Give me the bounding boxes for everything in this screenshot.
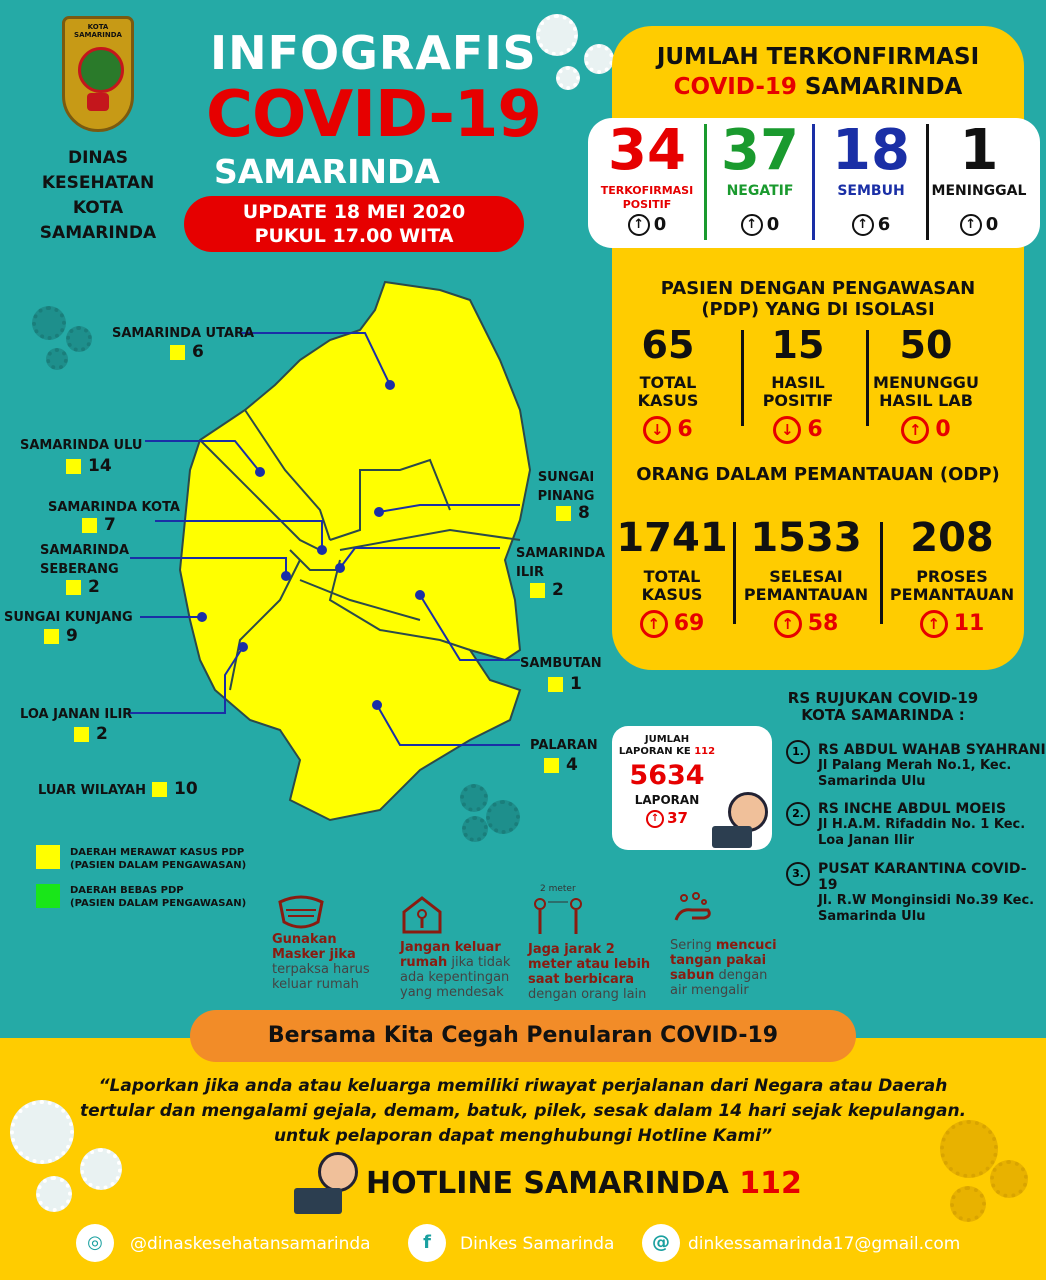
reports-value: 5634	[629, 760, 705, 791]
district-swatch	[530, 583, 545, 598]
up-arrow-icon: ↑	[852, 214, 874, 236]
distance-icon	[528, 896, 588, 936]
stat-change: ↑ 6	[816, 214, 926, 236]
up-arrow-icon: ↑	[628, 214, 650, 236]
agency-name: DINAS KESEHATAN KOTA SAMARINDA	[39, 148, 157, 243]
facebook-page[interactable]: Dinkes Samarinda	[460, 1234, 615, 1254]
stat-value: 65	[641, 323, 695, 367]
district-label: LUAR WILAYAH	[38, 783, 146, 798]
up-arrow-icon: ↑	[646, 810, 664, 828]
stat-change: ↑ 69	[604, 610, 740, 638]
stat-label: SEMBUH	[837, 183, 905, 199]
district-count: 2	[96, 724, 108, 744]
stat-label: HASIL POSITIF	[762, 373, 834, 410]
slogan-banner: Bersama Kita Cegah Penularan COVID-19	[190, 1010, 856, 1062]
district-count: 9	[66, 626, 78, 646]
confirmed-subheading: COVID-19 SAMARINDA	[673, 74, 963, 100]
stat-label: NEGATIF	[726, 183, 794, 199]
tip-mask: Gunakan Masker jika terpaksa harus keluar rumah	[272, 932, 370, 992]
district-count: 6	[192, 342, 204, 362]
mask-icon	[276, 892, 326, 932]
district-swatch	[544, 758, 559, 773]
confirmed-heading: JUMLAH TERKONFIRMASI	[656, 44, 980, 70]
virus-icon	[36, 1176, 72, 1212]
district-label: SAMARINDA ILIR	[516, 546, 606, 580]
tip-handwash: Sering mencuci tangan pakai sabun dengan air mengalir	[670, 938, 777, 998]
up-arrow-icon: ↑	[774, 610, 802, 638]
district-swatch	[66, 580, 81, 595]
district-label: SUNGAI KUNJANG	[4, 610, 133, 625]
confirmed-stat	[930, 118, 1028, 248]
confirmed-stat	[708, 118, 812, 248]
stat-change: ↑ 58	[738, 610, 874, 638]
stat-change: ↑ 0	[930, 214, 1028, 236]
district-label: SAMBUTAN	[520, 656, 602, 671]
stat-label: TOTAL KASUS	[641, 567, 703, 604]
stat-column	[604, 514, 740, 638]
up-arrow-icon: ↑	[901, 416, 929, 444]
district-swatch	[170, 345, 185, 360]
stat-change: ↓ 6	[738, 416, 858, 444]
stat-change: ↓ 6	[608, 416, 728, 444]
stat-label: SELESAI PEMANTAUAN	[743, 567, 869, 604]
stat-value: 50	[899, 323, 953, 367]
stat-label: TERKOFIRMASI POSITIF	[600, 184, 694, 211]
facebook-icon: f	[408, 1224, 446, 1262]
tip-distance: Jaga jarak 2 meter atau lebih saat berbicara dengan orang lain	[528, 942, 651, 1002]
district-label: PALARAN	[530, 738, 598, 753]
virus-icon	[990, 1160, 1028, 1198]
district-swatch	[44, 629, 59, 644]
odp-heading: ORANG DALAM PEMANTAUAN (ODP)	[636, 464, 1000, 485]
district-swatch	[82, 518, 97, 533]
hospital-3: PUSAT KARANTINA COVID-19 Jl. R.W Monginsidi No.39 Kec. Samarinda Ulu	[818, 861, 1035, 924]
stat-value: 18	[832, 118, 910, 183]
pdp-heading: PASIEN DENGAN PENGAWASAN (PDP) YANG DI ISOLASI	[660, 278, 976, 320]
up-arrow-icon: ↑	[920, 610, 948, 638]
district-count: 2	[552, 580, 564, 600]
stat-value: 37	[721, 118, 799, 183]
title-samarinda: SAMARINDA	[214, 152, 440, 191]
confirmed-stat	[590, 118, 704, 248]
hospital-number: 1.	[786, 740, 810, 764]
email-address[interactable]: dinkessamarinda17@gmail.com	[688, 1234, 961, 1254]
handwash-icon	[670, 890, 714, 934]
logo-emblem: KOTA SAMARINDA	[62, 16, 134, 132]
title-covid: COVID-19	[206, 78, 541, 152]
confirmed-stat	[816, 118, 926, 248]
title-infografis: INFOGRAFIS	[210, 26, 537, 80]
up-arrow-icon: ↑	[741, 214, 763, 236]
district-count: 2	[88, 577, 100, 597]
stat-value: 15	[771, 323, 825, 367]
update-banner: UPDATE 18 MEI 2020 PUKUL 17.00 WITA	[184, 196, 524, 252]
instagram-handle[interactable]: @dinaskesehatansamarinda	[130, 1234, 371, 1254]
district-swatch	[74, 727, 89, 742]
reports-box: JUMLAH LAPORAN KE 112 5634 LAPORAN ↑ 37	[612, 726, 772, 850]
stat-column	[608, 322, 728, 444]
stat-label: TOTAL KASUS	[637, 373, 699, 410]
tip-stay-home: Jangan keluar rumah jika tidak ada kepentingan yang mendesak	[400, 940, 511, 1000]
district-label: SAMARINDA SEBERANG	[40, 543, 130, 577]
stat-label: MENINGGAL	[931, 183, 1027, 199]
instagram-icon: ◎	[76, 1224, 114, 1262]
house-icon	[400, 894, 444, 934]
laptop-icon	[712, 826, 752, 848]
stat-value: 34	[608, 118, 686, 183]
district-label: SAMARINDA KOTA	[48, 500, 180, 515]
legend-label-free: DAERAH BEBAS PDP (PASIEN DALAM PENGAWASAN)	[70, 885, 247, 909]
district-count: 4	[566, 755, 578, 775]
virus-icon	[950, 1186, 986, 1222]
stat-change: ↑ 0	[708, 214, 812, 236]
district-count: 1	[570, 674, 582, 694]
up-arrow-icon: ↑	[640, 610, 668, 638]
district-count: 14	[88, 456, 112, 476]
stat-value: 208	[910, 515, 994, 561]
stat-column	[866, 322, 986, 444]
district-label: SUNGAI PINANG	[537, 470, 595, 504]
call-agent-icon	[318, 1152, 358, 1192]
laptop-icon	[294, 1188, 342, 1214]
stat-change: ↑ 0	[866, 416, 986, 444]
map-shape	[180, 282, 530, 820]
stat-change: ↑ 0	[590, 214, 704, 236]
stat-value: 1	[959, 118, 999, 183]
down-arrow-icon: ↓	[643, 416, 671, 444]
district-swatch	[152, 782, 167, 797]
hospitals-heading: RS RUJUKAN COVID-19 KOTA SAMARINDA :	[787, 689, 979, 724]
hospital-1: RS ABDUL WAHAB SYAHRANI Jl Palang Merah No.1, Kec. Samarinda Ulu	[818, 742, 1046, 789]
hotline: HOTLINE SAMARINDA 112	[366, 1166, 802, 1201]
legend-label-pdp: DAERAH MERAWAT KASUS PDP (PASIEN DALAM PENGAWASAN)	[70, 847, 247, 871]
stat-column	[738, 322, 858, 444]
hospital-number: 2.	[786, 802, 810, 826]
virus-icon	[80, 1148, 122, 1190]
district-label: SAMARINDA UTARA	[112, 326, 255, 341]
district-count: 8	[578, 503, 590, 523]
report-quote: “Laporkan jika anda atau keluarga memiliki riwayat perjalanan dari Negara atau Daerah tertular dan mengalami gejala, demam, batuk, pilek, sesak dalam 14 hari sejak kepulangan. untuk pelaporan dapat menghubungi Hotline Kami”	[79, 1076, 967, 1146]
down-arrow-icon: ↓	[773, 416, 801, 444]
stat-column	[884, 514, 1020, 638]
hospital-number: 3.	[786, 862, 810, 886]
district-label: SAMARINDA ULU	[20, 438, 143, 453]
stat-change: ↑ 11	[884, 610, 1020, 638]
stat-column	[738, 514, 874, 638]
district-swatch	[66, 459, 81, 474]
up-arrow-icon: ↑	[960, 214, 982, 236]
district-label: LOA JANAN ILIR	[20, 707, 133, 722]
legend-swatch-pdp	[36, 845, 60, 869]
stat-value: 1533	[750, 515, 862, 561]
hospital-2: RS INCHE ABDUL MOEIS Jl H.A.M. Rifaddin No. 1 Kec. Loa Janan Ilir	[818, 801, 1026, 848]
district-count: 7	[104, 515, 116, 535]
district-swatch	[548, 677, 563, 692]
district-count: 10	[174, 779, 198, 799]
stat-label: PROSES PEMANTAUAN	[889, 567, 1015, 604]
district-swatch	[556, 506, 571, 521]
stat-label: MENUNGGU HASIL LAB	[873, 373, 979, 410]
email-icon: @	[642, 1224, 680, 1262]
stat-value: 1741	[616, 515, 728, 561]
legend-swatch-free	[36, 884, 60, 908]
distance-label: 2 meter	[540, 884, 576, 894]
